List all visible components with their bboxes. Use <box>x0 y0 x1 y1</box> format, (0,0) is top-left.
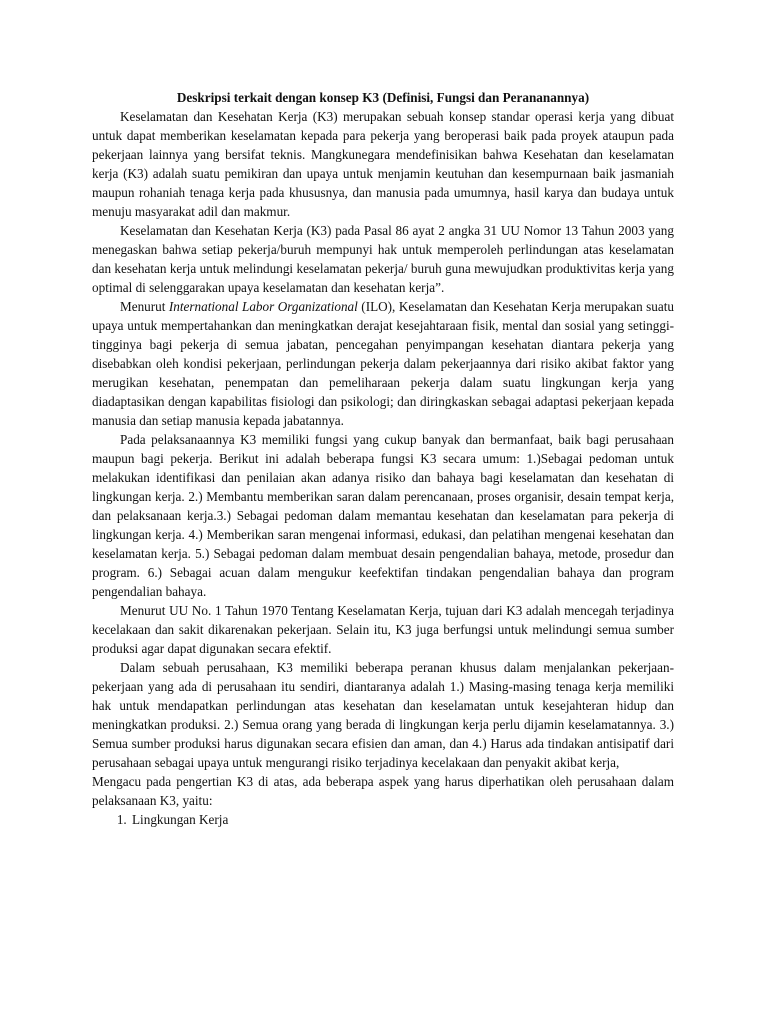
paragraph-functions: Pada pelaksanaannya K3 memiliki fungsi yang cukup banyak dan bermanfaat, baik bagi perusahaan maupun bagi pekerja. Berikut ini adalah beberapa fungsi K3 secara umum: 1.)Sebagai pedoman untuk melakukan identifikasi dan penilaian akan adanya risiko dan bahaya bagi keselamatan dan kesehatan di lingkungan kerja. 2.) Membantu memberikan saran dalam perencanaan, proses organisir, desain tempat kerja, dan pelaksanaan kerja.3.) Sebagai pedoman dalam memantau kesehatan dan keselamatan para pekerja di lingkungan kerja. 4.) Memberikan saran mengenai informasi, edukasi, dan pelatihan mengenai kesehatan dan keselamatan kerja. 5.) Sebagai pedoman dalam membuat desain pengendalian bahaya, metode, prosedur dan program. 6.) Sebagai acuan dalam mengukur keefektifan tindakan pengendalian bahaya dan program pengendalian bahaya. <box>92 432 674 599</box>
paragraph-purpose: Menurut UU No. 1 Tahun 1970 Tentang Keselamatan Kerja, tujuan dari K3 adalah mencegah terjadinya kecelakaan dan sakit dikarenakan pekerjaan. Selain itu, K3 juga berfungsi untuk melindungi semua sumber produksi agar dapat digunakan secara efektif. <box>92 603 674 656</box>
document-page <box>92 88 674 829</box>
paragraph-law: Keselamatan dan Kesehatan Kerja (K3) pada Pasal 86 ayat 2 angka 31 UU Nomor 13 Tahun 2003 yang menegaskan bahwa setiap pekerja/buruh mempunyi hak untuk memperoleh perlindungan atas keselamatan dan kesehatan kerja untuk melindungi keselamatan pekerja/ buruh guna mewujudkan produktivitas kerja yang optimal di selenggarakan upaya keselamatan dan kesehatan kerja”. <box>92 223 674 295</box>
paragraph-roles: Dalam sebuah perusahaan, K3 memiliki beberapa peranan khusus dalam menjalankan pekerjaan-pekerjaan yang ada di perusahaan itu sendiri, diantaranya adalah 1.) Masing-masing tenaga kerja memiliki hak untuk mendapatkan perlindungan atas kesehatan dan keselamatan untuk kesejahteran hidup dan meningkatkan produksi. 2.) Semua orang yang berada di lingkungan kerja perlu dijamin keselamatannya. 3.) Semua sumber produksi harus digunakan secara efisien dan aman, dan 4.) Harus ada tindakan antisipatif dari perusahaan sebagai upaya untuk mengurangi risiko terjadinya kecelakaan dan penyakit akibat kerja, <box>92 660 674 770</box>
aspects-list <box>92 810 674 829</box>
paragraph-definition: Keselamatan dan Kesehatan Kerja (K3) merupakan sebuah konsep standar operasi kerja yang dibuat untuk dapat memberikan keselamatan kepada para pekerja yang beroperasi baik pada proyek ataupun pada pekerjaan lainnya yang bersifat teknis. Mangkunegara mendefinisikan bahwa Kesehatan dan keselamatan kerja (K3) adalah suatu pemikiran dan upaya untuk menjamin keutuhan dan kesempurnaan baik jasmaniah maupun rohaniah tenaga kerja pada khususnya, dan manusia pada umumnya, hasil karya dan budaya untuk menuju masyarakat adil dan makmur. <box>92 109 674 219</box>
paragraph-ilo <box>92 297 674 430</box>
ilo-prefix: Menurut <box>120 299 169 314</box>
paragraph-aspects: Mengacu pada pengertian K3 di atas, ada beberapa aspek yang harus diperhatikan oleh perusahaan dalam pelaksanaan K3, yaitu: <box>92 774 674 808</box>
ilo-text: (ILO), Keselamatan dan Kesehatan Kerja merupakan suatu upaya untuk mempertahankan dan meningkatkan derajat kesejahtaraan fisik, mental dan sosial yang setinggi-tingginya bagi pekerja di semua jabatan, pencegahan penyimpangan kesehatan diantara pekerja yang disebabkan oleh kondisi pekerjaan, perlindungan pekerja dalam pekerjaannya dari risiko akibat faktor yang merugikan kesehatan, penempatan dan pemeliharaan pekerja dalam suatu lingkungan kerja yang diadaptasikan dengan kapabilitas fisiologi dan psikologi; dan diringkaskan sebagai adaptasi pekerjaan kepada manusia dan setiap manusia kepada jabatannya. <box>92 299 675 428</box>
document-title: Deskripsi terkait dengan konsep K3 (Definisi, Fungsi dan Perananannya) <box>176 90 590 105</box>
ilo-name: International Labor Organizational <box>168 299 358 314</box>
list-item: 1. Lingkungan Kerja <box>130 810 674 829</box>
